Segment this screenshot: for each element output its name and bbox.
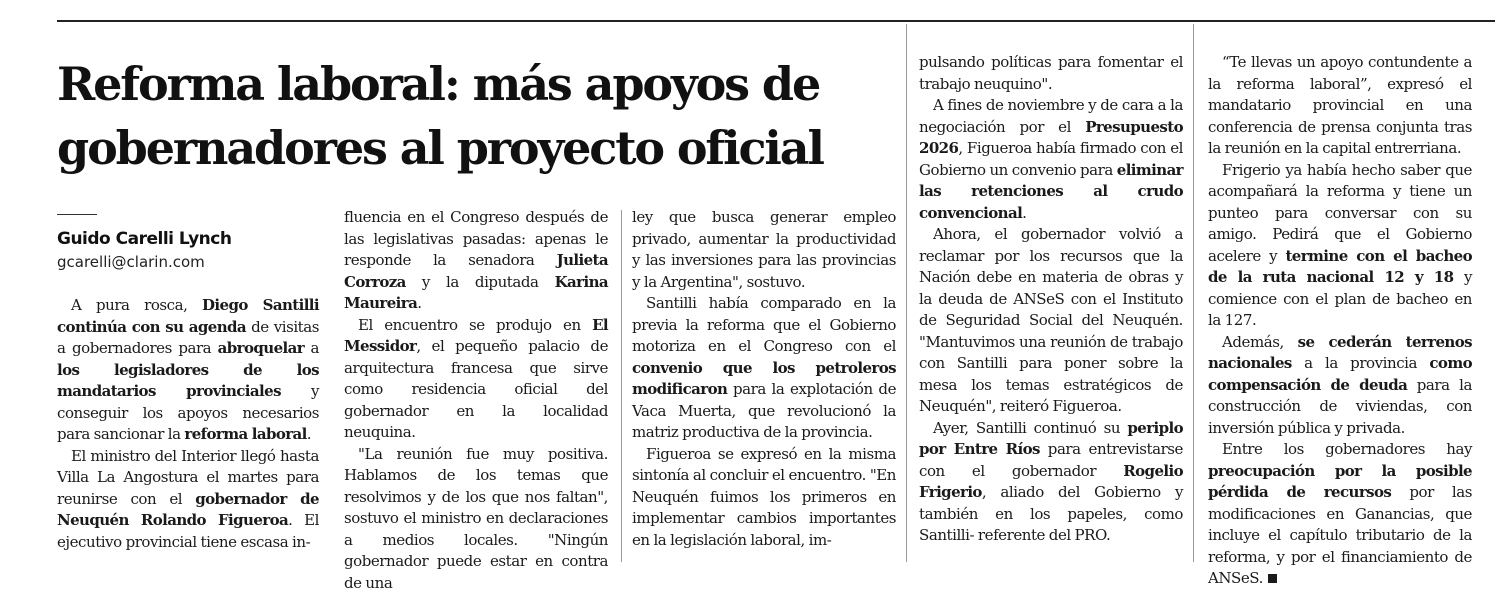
- column-rule: [1193, 24, 1194, 562]
- paragraph: "La reunión fue muy positiva. Hablamos de los temas que resolvimos y de los que nos faltan", sostuvo el ministro en declaraciones a medios locales. "Ningún gobernador puede estar en contra de una: [344, 444, 608, 592]
- top-rule: [57, 20, 1495, 22]
- paragraph: A fines de noviembre y de cara a la negociación por el Presupuesto 2026, Figueroa había firmado con el Gobierno un convenio para eliminar las retenciones al crudo convencional.: [919, 96, 1183, 222]
- byline-rule: [57, 214, 97, 215]
- paragraph: Santilli había comparado en la previa la reforma que el Gobierno motoriza en el Congreso con el convenio que los petroleros modificaron para la explotación de Vaca Muerta, que revolucionó la matriz productiva de la provincia.: [632, 294, 896, 441]
- paragraph: Frigerio ya había hecho saber que acompañará la reforma y tiene un punteo para conversar con su amigo. Pedirá que el Gobierno acelere y termine con el bacheo de la ruta nacional 12 y 18 y comience con el plan de bacheo en la 127.: [1208, 160, 1472, 329]
- article-column-1: [57, 295, 319, 553]
- paragraph: Ayer, Santilli continuó su periplo por Entre Ríos para entrevistarse con el gobernador Rogelio Frigerio, aliado del Gobierno y también en los papeles, como Santilli- referente del PRO.: [919, 418, 1183, 544]
- article-column-4: [919, 52, 1183, 547]
- paragraph: “Te llevas un apoyo contundente a la reforma laboral”, expresó el mandatario provincial en una conferencia de prensa conjunta tras la reunión en la capital entrerriana.: [1208, 53, 1472, 157]
- paragraph: pulsando políticas para fomentar el trabajo neuquino".: [919, 53, 1183, 93]
- paragraph: El ministro del Interior llegó hasta Villa La Angostura el martes para reunirse con el gobernador de Neuquén Rolando Figueroa. El ejecutivo provincial tiene escasa in-: [57, 446, 319, 551]
- end-of-article-mark: [1268, 574, 1277, 583]
- paragraph: Además, se cederán terrenos nacionales a la provincia como compensación de deuda para la construcción de viviendas, con inversión pública y privada.: [1208, 332, 1472, 437]
- paragraph: Figueroa se expresó en la misma sintonía al concluir el encuentro. "En Neuquén fuimos los primeros en implementar cambios importantes en la legislación laboral, im-: [632, 444, 896, 549]
- article-column-3: [632, 207, 896, 551]
- column-rule: [621, 210, 622, 562]
- article-column-5: [1208, 52, 1472, 590]
- paragraph: Entre los gobernadores hay preocupación por la posible pérdida de recursos por las modificaciones en Ganancias, que incluye el capítulo tributario de la reforma, y por el financiamiento de ANSeS.: [1208, 440, 1472, 587]
- paragraph: A pura rosca, Diego Santilli continúa con su agenda de visitas a gobernadores para abroquelar a los legisladores de los mandatarios provinciales y conseguir los apoyos necesarios para sancionar la reforma laboral.: [57, 296, 320, 443]
- author-name: Guido Carelli Lynch: [57, 229, 232, 249]
- author-email: gcarelli@clarin.com: [57, 253, 205, 271]
- paragraph: fluencia en el Congreso después de las legislativas pasadas: apenas le responde la senadora Julieta Corroza y la diputada Karina Maureira.: [344, 208, 608, 312]
- paragraph: Ahora, el gobernador volvió a reclamar por los recursos que la Nación debe en materia de obras y la deuda de ANSeS con el Instituto de Seguridad Social del Neuquén. "Mantuvimos una reunión de trabajo con Santilli para poner sobre la mesa los temas estratégicos de Neuquén", reiteró Figueroa.: [919, 225, 1183, 415]
- paragraph: ley que busca generar empleo privado, aumentar la productividad y las inversiones para las provincias y la Argentina", sostuvo.: [632, 208, 896, 291]
- paragraph: El encuentro se produjo en El Messidor, el pequeño palacio de arquitectura francesa que sirve como residencia oficial del gobernador en la localidad neuquina.: [344, 315, 608, 441]
- headline: Reforma laboral: más apoyos de gobernadores al proyecto oficial: [57, 57, 823, 175]
- article-column-2: [344, 207, 608, 594]
